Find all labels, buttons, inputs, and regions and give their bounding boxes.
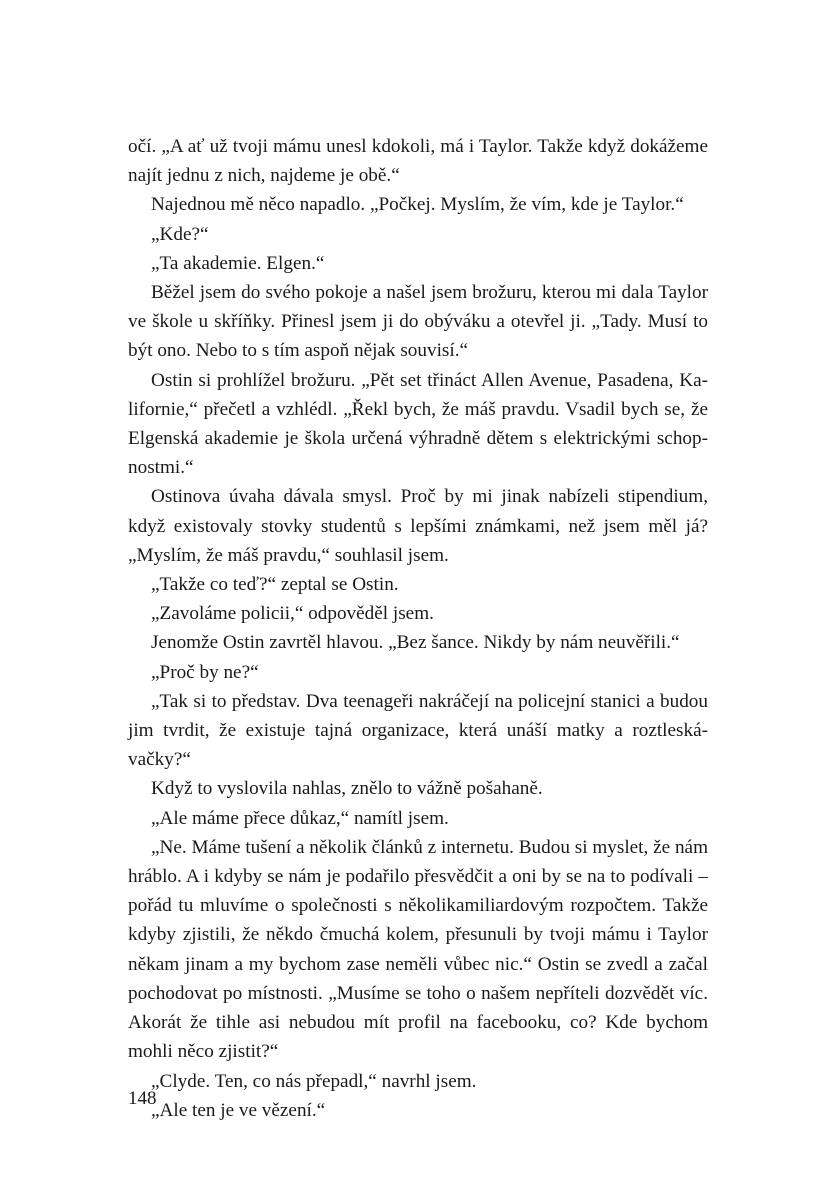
body-text — [128, 132, 708, 1125]
paragraph-2: Najednou mě něco napadlo. „Počkej. Myslím, že vím, kde je Taylor.“ — [151, 194, 684, 216]
page-number: 148 — [128, 1088, 157, 1109]
paragraph-17: „Ale ten je ve vězení.“ — [151, 1099, 326, 1121]
paragraph-8: „Takže co teď?“ zeptal se Ostin. — [151, 574, 399, 596]
paragraph-13: Když to vyslovila nahlas, znělo to vážně pošahaně. — [151, 778, 543, 800]
paragraph-16: „Clyde. Ten, co nás přepadl,“ navrhl jsem. — [151, 1070, 477, 1092]
paragraph-1: očí. „A ať už tvoji mámu unesl kdokoli, má i Taylor. Takže když dokážeme najít jednu z nich, najdeme je obě.“ — [128, 136, 708, 187]
paragraph-4: „Ta akademie. Elgen.“ — [151, 252, 325, 274]
paragraph-7: Ostinova úvaha dávala smysl. Proč by mi jinak nabízeli stipendium, když existovaly stovky studentů s lepšími známkami, než jsem měl já? „Myslím, že máš pravdu,“ souhlasil jsem. — [128, 486, 708, 566]
paragraph-14: „Ale máme přece důkaz,“ namítl jsem. — [151, 807, 449, 829]
paragraph-5: Běžel jsem do svého pokoje a našel jsem brožuru, kterou mi dala Taylor ve škole u skříňky. Přinesl jsem ji do obýváku a otevřel ji. „Tady. Musí to být ono. Nebo to s tím aspoň nějak souvisí.“ — [128, 282, 708, 362]
paragraph-12: „Tak si to představ. Dva teenageři nakráčejí na policejní stanici a budou jim tvrdit, že existuje tajná organizace, která unáší matky a roztleskávačky?“ — [128, 690, 708, 771]
paragraph-10: Jenomže Ostin zavrtěl hlavou. „Bez šance. Nikdy by nám neuvěřili.“ — [151, 632, 680, 654]
paragraph-6: Ostin si prohlížel brožuru. „Pět set třináct Allen Avenue, Pasadena, Kalifornie,“ přečetl a vzhlédl. „Řekl bych, že máš pravdu. Vsadil bych se, že Elgenská akademie je škola určená výhradně dětem s elektrickými schopnostmi.“ — [128, 369, 708, 479]
paragraph-15: „Ne. Máme tušení a několik článků z internetu. Budou si myslet, že nám hráblo. A i kdyby se nám je podařilo přesvědčit a oni by se na to podívali – pořád tu mluvíme o společnosti s několikamiliardovým rozpočtem. Takže kdyby zjistili, že někdo čmuchá kolem, přesunuli by tvoji mámu i Taylor někam jinam a my bychom zase neměli vůbec nic.“ Ostin se zvedl a začal pochodovat po místnosti. „Musíme se toho o našem nepříteli dozvědět víc. Akorát že tihle asi nebudou mít profil na facebooku, co? Kde bychom mohli něco zjistit?“ — [128, 836, 708, 1063]
paragraph-3: „Kde?“ — [151, 223, 209, 245]
paragraph-9: „Zavoláme policii,“ odpověděl jsem. — [151, 603, 434, 625]
paragraph-11: „Proč by ne?“ — [151, 661, 259, 683]
